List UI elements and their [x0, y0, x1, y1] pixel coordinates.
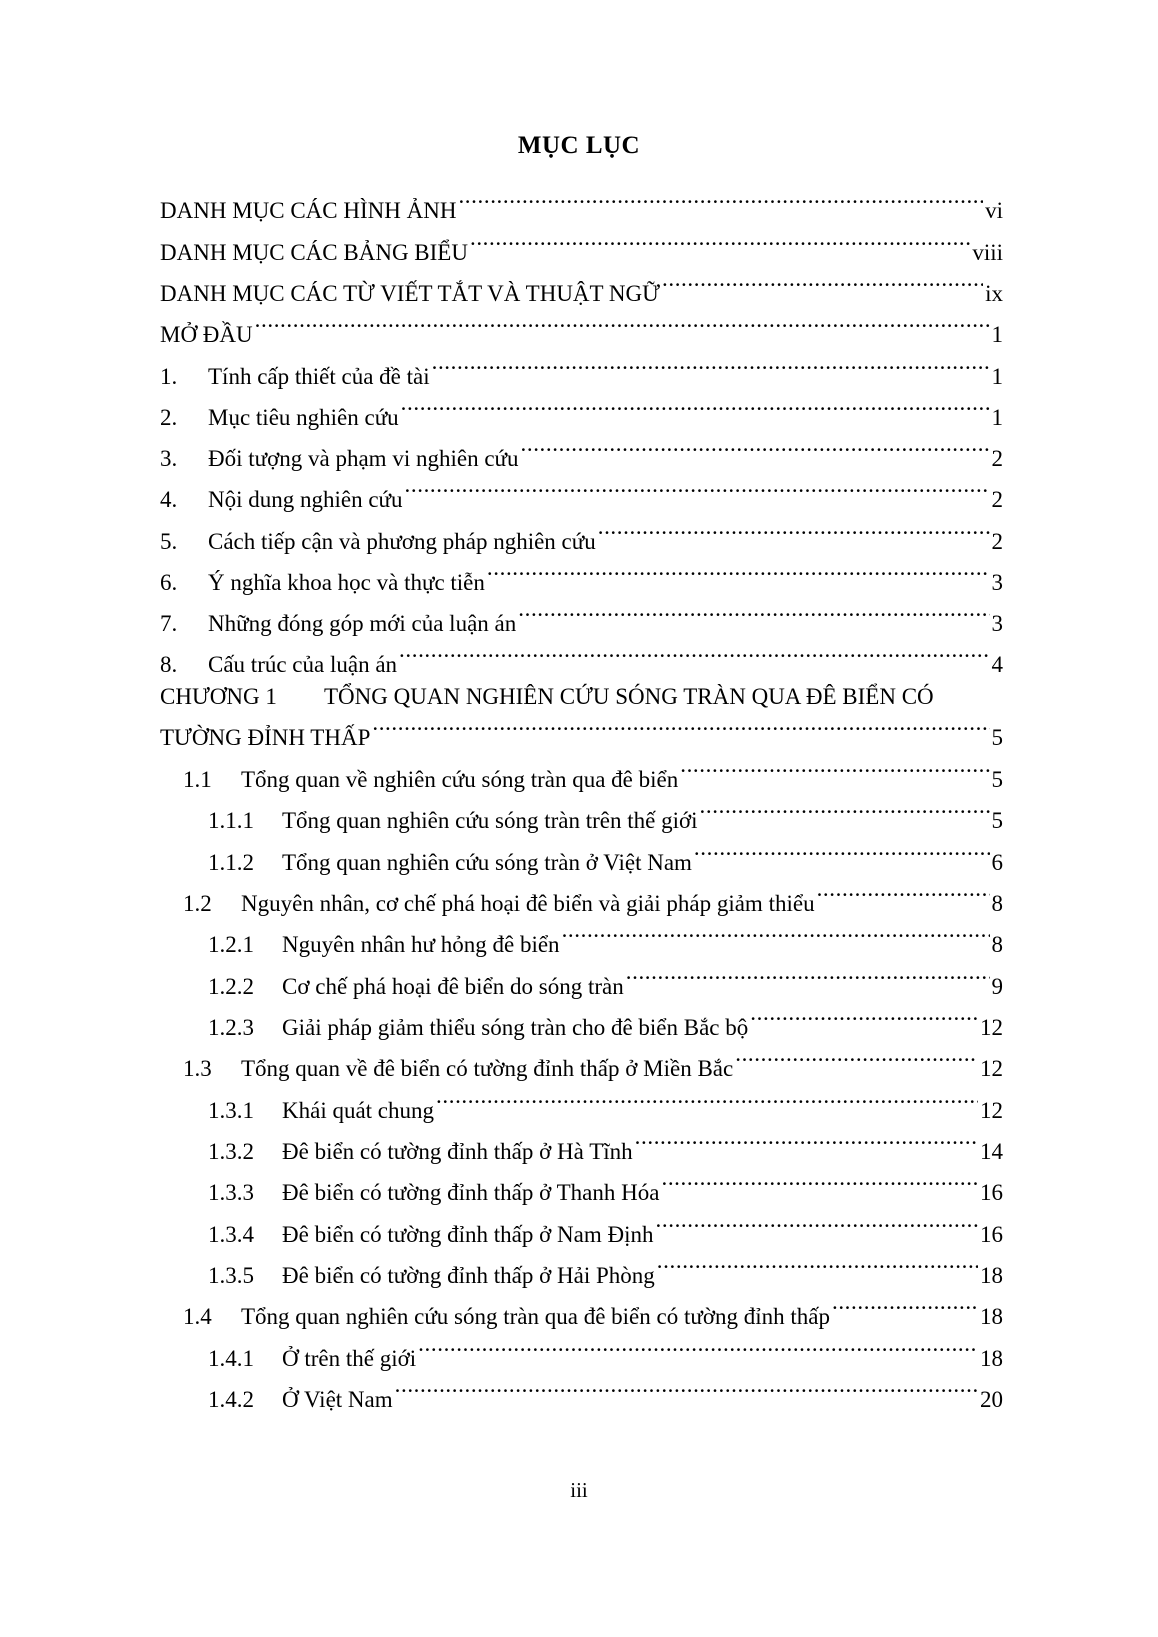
toc-entry-page: 18 [980, 1304, 1003, 1329]
toc-item-number: 1.1 [183, 767, 212, 792]
dot-leader [521, 434, 990, 466]
toc-entry-page: 8 [991, 932, 1003, 957]
toc-entry-page: 16 [980, 1180, 1003, 1205]
toc-intro-item[interactable] [160, 393, 1003, 430]
toc-entry-page: 20 [980, 1387, 1003, 1412]
dot-leader [626, 962, 990, 994]
dot-leader [661, 1168, 978, 1200]
page-number: iii [570, 1478, 588, 1502]
toc-item-number: 1.3.5 [208, 1263, 254, 1288]
toc-entry-abbreviations[interactable] [160, 269, 1003, 306]
dot-leader [657, 1251, 978, 1283]
toc-section[interactable] [183, 755, 1003, 792]
toc-item-number: 1.1.2 [208, 850, 254, 875]
toc-chapter-heading[interactable] [160, 681, 1003, 713]
toc-entry-page: 2 [991, 487, 1003, 512]
toc-entry-page: 12 [980, 1098, 1003, 1123]
toc-entry-label: Tổng quan nghiên cứu sóng tràn trên thế giới [282, 808, 698, 833]
dot-leader [395, 1375, 978, 1407]
toc-subsection[interactable] [208, 1127, 1003, 1164]
toc-intro-item[interactable] [160, 475, 1003, 512]
toc-entry-label: MỞ ĐẦU [160, 322, 253, 347]
toc-entry-introduction[interactable] [160, 310, 1003, 347]
toc-entry-page: 2 [991, 529, 1003, 554]
toc-item-number: 1.2 [183, 891, 212, 916]
toc-entry-label: Tổng quan về đê biển có tường đỉnh thấp ở Miền Bắc [241, 1056, 734, 1081]
dot-leader [832, 1292, 978, 1324]
toc-entry-page: 12 [980, 1056, 1003, 1081]
toc-item-number: 8. [160, 652, 178, 677]
chapter-title-line2: TƯỜNG ĐỈNH THẤP [160, 725, 371, 750]
toc-entry-label: Ở trên thế giới [282, 1346, 417, 1371]
toc-item-number: 1.2.2 [208, 974, 254, 999]
toc-subsection[interactable] [208, 796, 1003, 833]
toc-subsection[interactable] [208, 1375, 1003, 1412]
toc-entry-label: Tổng quan về nghiên cứu sóng tràn qua đê biển [241, 767, 679, 792]
dot-leader [487, 558, 990, 590]
toc-entry-page: 6 [991, 850, 1003, 875]
dot-leader [700, 796, 990, 828]
toc-entry-page: 4 [991, 652, 1003, 677]
toc-subsection[interactable] [208, 1334, 1003, 1371]
toc-entry-page: 5 [991, 725, 1003, 750]
toc-entry-page: 5 [991, 808, 1003, 833]
toc-entry-label: Cơ chế phá hoại đê biển do sóng tràn [282, 974, 624, 999]
dot-leader [372, 713, 989, 745]
toc-entry-page: 1 [991, 364, 1003, 389]
toc-entry-page: viii [972, 240, 1003, 265]
toc-entry-label: Cấu trúc của luận án [208, 652, 398, 677]
dot-leader [656, 1210, 978, 1242]
toc-item-number: 1.4.2 [208, 1387, 254, 1412]
toc-item-number: 4. [160, 487, 178, 512]
dot-leader [458, 186, 983, 218]
toc-entry-page: 3 [991, 611, 1003, 636]
dot-leader [562, 920, 990, 952]
toc-entry-page: vi [985, 198, 1003, 223]
toc-entry-page: 1 [991, 322, 1003, 347]
chapter-title-line1: TỔNG QUAN NGHIÊN CỨU SÓNG TRÀN QUA ĐÊ BIỂN CÓ [324, 684, 934, 709]
toc-item-number: 7. [160, 611, 178, 636]
dot-leader [598, 517, 990, 549]
toc-subsection[interactable] [208, 1210, 1003, 1247]
toc-item-number: 1.3.1 [208, 1098, 254, 1123]
toc-entry-label: Ở Việt Nam [282, 1387, 393, 1412]
toc-entry-page: 16 [980, 1222, 1003, 1247]
toc-entry-page: 8 [991, 891, 1003, 916]
toc-item-number: 1.2.3 [208, 1015, 254, 1040]
toc-entry-label: Tính cấp thiết của đề tài [208, 364, 430, 389]
toc-entry-label: Nội dung nghiên cứu [208, 487, 403, 512]
toc-section[interactable] [183, 879, 1003, 916]
toc-entry-label: Giải pháp giảm thiểu sóng tràn cho đê biển Bắc bộ [282, 1015, 749, 1040]
toc-item-number: 1.3.3 [208, 1180, 254, 1205]
toc-entry-label: DANH MỤC CÁC BẢNG BIỂU [160, 240, 468, 265]
dot-leader [405, 475, 990, 507]
toc-entry-label: Khái quát chung [282, 1098, 435, 1123]
toc-item-number: 3. [160, 446, 178, 471]
toc-section[interactable] [183, 1044, 1003, 1081]
toc-entry-page: 2 [991, 446, 1003, 471]
dot-leader [662, 269, 983, 301]
dot-leader [694, 838, 990, 870]
toc-item-number: 1.4.1 [208, 1346, 254, 1371]
toc-subsection[interactable] [208, 920, 1003, 957]
toc-entry-label: Ý nghĩa khoa học và thực tiễn [208, 570, 485, 595]
toc-item-number: 6. [160, 570, 178, 595]
toc-intro-item[interactable] [160, 599, 1003, 636]
toc-subsection[interactable] [208, 838, 1003, 875]
toc-entry-page: 5 [991, 767, 1003, 792]
toc-entry-tables[interactable] [160, 228, 1003, 265]
toc-entry-page: 14 [980, 1139, 1003, 1164]
toc-entry-page: 12 [980, 1015, 1003, 1040]
toc-entry-page: 3 [991, 570, 1003, 595]
dot-leader [401, 393, 990, 425]
toc-entry-page: 1 [991, 405, 1003, 430]
dot-leader [432, 352, 990, 384]
toc-item-number: 1.1.1 [208, 808, 254, 833]
dot-leader [635, 1127, 978, 1159]
toc-entry-label: Đê biển có tường đỉnh thấp ở Thanh Hóa [282, 1180, 660, 1205]
dot-leader [255, 310, 990, 342]
toc-entry-label: Nguyên nhân hư hỏng đê biển [282, 932, 560, 957]
toc-entry-label: Đê biển có tường đỉnh thấp ở Hải Phòng [282, 1263, 655, 1288]
toc-intro-item[interactable] [160, 640, 1003, 677]
toc-entry-figures[interactable] [160, 186, 1003, 223]
toc-item-number: 1.4 [183, 1304, 212, 1329]
dot-leader [750, 1003, 978, 1035]
toc-section[interactable] [183, 1292, 1003, 1329]
toc-entry-page: 18 [980, 1346, 1003, 1371]
dot-leader [399, 640, 989, 672]
toc-entry-label: Tổng quan nghiên cứu sóng tràn qua đê biển có tường đỉnh thấp [241, 1304, 830, 1329]
toc-intro-item[interactable] [160, 434, 1003, 471]
toc-entry-label: Đối tượng và phạm vi nghiên cứu [208, 446, 519, 471]
toc-entry-label: Những đóng góp mới của luận án [208, 611, 517, 636]
toc-entry-label: Nguyên nhân, cơ chế phá hoại đê biển và giải pháp giảm thiểu [241, 891, 815, 916]
toc-subsection[interactable] [208, 1251, 1003, 1288]
toc-entry-page: 18 [980, 1263, 1003, 1288]
toc-item-number: 1. [160, 364, 178, 389]
toc-entry-label: Đê biển có tường đỉnh thấp ở Nam Định [282, 1222, 654, 1247]
toc-intro-item[interactable] [160, 517, 1003, 554]
toc-subsection[interactable] [208, 962, 1003, 999]
dot-leader [418, 1334, 978, 1366]
toc-item-number: 2. [160, 405, 178, 430]
toc-entry-label: DANH MỤC CÁC TỪ VIẾT TẮT VÀ THUẬT NGỮ [160, 281, 660, 306]
toc-item-number: 1.3.2 [208, 1139, 254, 1164]
toc-entry-page: ix [985, 281, 1003, 306]
dot-leader [470, 228, 970, 260]
toc-entry-label: Mục tiêu nghiên cứu [208, 405, 399, 430]
toc-entry-label: Tổng quan nghiên cứu sóng tràn ở Việt Nam [282, 850, 692, 875]
toc-entry-page: 9 [991, 974, 1003, 999]
toc-entry-label: Cách tiếp cận và phương pháp nghiên cứu [208, 529, 596, 554]
toc-item-number: 1.2.1 [208, 932, 254, 957]
dot-leader [680, 755, 989, 787]
dot-leader [735, 1044, 978, 1076]
toc-intro-item[interactable] [160, 352, 1003, 389]
toc-item-number: 1.3.4 [208, 1222, 254, 1247]
toc-subsection[interactable] [208, 1168, 1003, 1205]
dot-leader [518, 599, 989, 631]
chapter-number: CHƯƠNG 1 [160, 684, 277, 709]
toc-item-number: 1.3 [183, 1056, 212, 1081]
dot-leader [817, 879, 990, 911]
toc-entry-label: Đê biển có tường đỉnh thấp ở Hà Tĩnh [282, 1139, 633, 1164]
toc-chapter-heading-cont[interactable] [160, 713, 1003, 750]
toc-title: MỤC LỤC [517, 132, 641, 159]
toc-entry-label: DANH MỤC CÁC HÌNH ẢNH [160, 198, 457, 223]
toc-intro-item[interactable] [160, 558, 1003, 595]
dot-leader [436, 1086, 978, 1118]
toc-subsection[interactable] [208, 1086, 1003, 1123]
toc-subsection[interactable] [208, 1003, 1003, 1040]
toc-item-number: 5. [160, 529, 178, 554]
